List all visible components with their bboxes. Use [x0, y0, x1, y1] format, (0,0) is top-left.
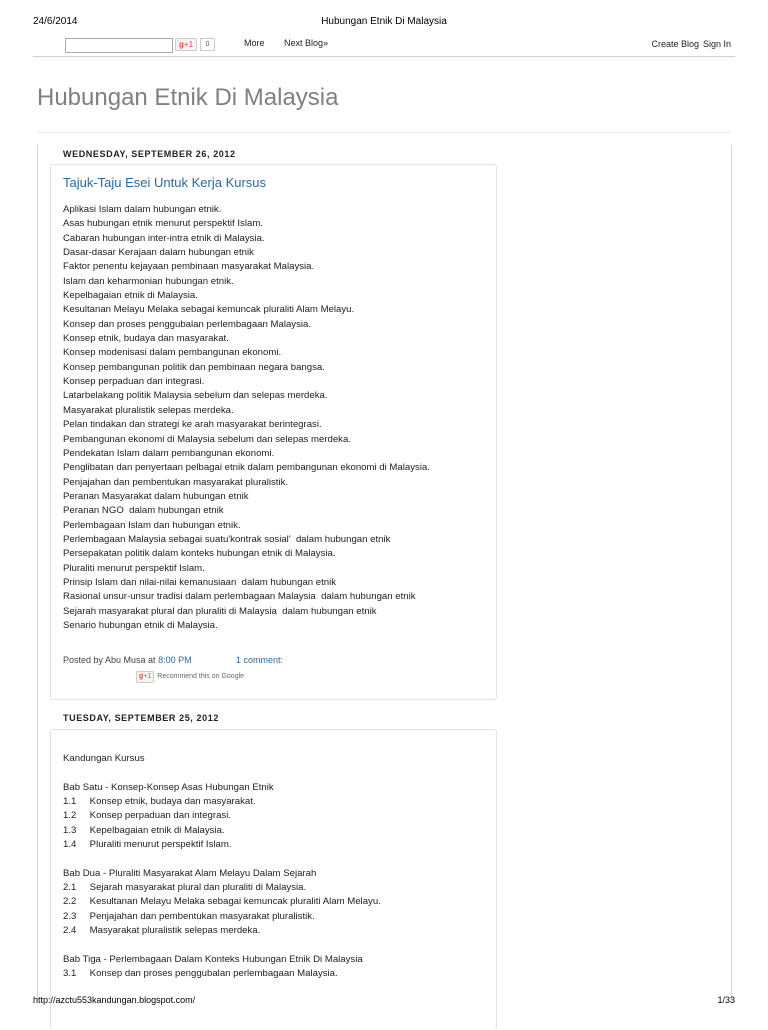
post	[50, 164, 497, 700]
print-url: http://azctu553kandungan.blogspot.com/	[33, 995, 196, 1005]
post-footer	[63, 655, 284, 665]
post-date-header: WEDNESDAY, SEPTEMBER 26, 2012	[63, 149, 236, 159]
google-plus-one-label: +1	[143, 673, 152, 680]
more-link[interactable]: More	[244, 38, 265, 48]
post-body-line: Konsep etnik, budaya dan masyarakat.	[63, 333, 229, 345]
post-body-line: Pelan tindakan dan strategi ke arah masyarakat berintegrasi.	[63, 419, 322, 431]
google-plus-icon: g	[179, 40, 184, 49]
post-body-line: Bab Dua - Pluraliti Masyarakat Alam Melayu Dalam Sejarah	[63, 867, 317, 879]
post-body-line: 1.1 Konsep etnik, budaya dan masyarakat.	[63, 796, 256, 808]
post-body-line: Pendekatan Islam dalam pembangunan ekonomi.	[63, 447, 275, 459]
header-divider	[37, 132, 731, 133]
google-plus-icon: g	[139, 673, 144, 680]
post-body	[63, 203, 430, 633]
post-body-line: Cabaran hubungan inter-intra etnik di Malaysia.	[63, 232, 265, 244]
post-body-line: Konsep modenisasi dalam pembangunan ekonomi.	[63, 347, 282, 359]
recommend-google-plus[interactable]	[136, 671, 244, 683]
post-body-line	[63, 938, 381, 952]
column-border-right	[731, 145, 732, 1000]
post-body-line: Peranan NGO dalam hubungan etnik	[63, 505, 224, 517]
column-border-left	[37, 145, 38, 1000]
post-body-line: 2.1 Sejarah masyarakat plural dan pluraliti di Malaysia.	[63, 882, 307, 894]
post-body-line: Penglibatan dan penyertaan pelbagai etnik dalam pembangunan ekonomi di Malaysia.	[63, 462, 430, 474]
post-body-line: 2.3 Penjajahan dan pembentukan masyarakat pluralistik.	[63, 910, 315, 922]
post-body-line: Kesultanan Melayu Melaka sebagai kemuncak pluraliti Alam Melayu.	[63, 304, 355, 316]
post-body-line: 1.4 Pluraliti menurut perspektif Islam.	[63, 839, 232, 851]
posted-by: Posted by Abu Musa at	[63, 655, 159, 665]
sign-in-link[interactable]: Sign In	[702, 39, 731, 49]
print-header	[33, 16, 735, 30]
post-body-line: Kepelbagaian etnik di Malaysia.	[63, 290, 198, 302]
post-body-line: Bab Tiga - Perlembagaan Dalam Konteks Hubungan Etnik Di Malaysia	[63, 953, 363, 965]
post-body-line: Konsep pembangunan politik dan pembinaan negara bangsa.	[63, 361, 325, 373]
post-body-line: Sejarah masyarakat plural dan pluraliti di Malaysia dalam hubungan etnik	[63, 605, 377, 617]
post-timestamp-link[interactable]: 8:00 PM	[158, 655, 192, 665]
post-body-line: Latarbelakang politik Malaysia sebelum dan selepas merdeka.	[63, 390, 328, 402]
post-title[interactable]: Tajuk-Taju Esei Untuk Kerja Kursus	[63, 175, 267, 190]
next-blog-link[interactable]: Next Blog»	[284, 38, 329, 48]
google-plus-one-button[interactable]	[136, 671, 154, 683]
blogger-navbar	[33, 36, 735, 57]
post-body-line: Pluraliti menurut perspektif Islam.	[63, 562, 205, 574]
post-body-line: Aplikasi Islam dalam hubungan etnik.	[63, 204, 222, 215]
post-body-line: Perlembagaan Malaysia sebagai suatu'kontrak sosial' dalam hubungan etnik	[63, 533, 391, 545]
print-page-title: Hubungan Etnik Di Malaysia	[321, 16, 447, 27]
post-date-header: TUESDAY, SEPTEMBER 25, 2012	[63, 713, 219, 723]
post-body-line: 1.2 Konsep perpaduan dan integrasi.	[63, 810, 232, 822]
post-body-line: Faktor penentu kejayaan pembinaan masyarakat Malaysia.	[63, 261, 315, 273]
post-body-line: Pembangunan ekonomi di Malaysia sebelum dan selepas merdeka.	[63, 433, 351, 445]
comments-link[interactable]: 1 comment:	[236, 655, 284, 665]
google-plus-button[interactable]	[175, 38, 197, 51]
post-body-line: Peranan Masyarakat dalam hubungan etnik	[63, 490, 249, 502]
post-body-line: Perlembagaan Islam dan hubungan etnik.	[63, 519, 241, 531]
post-body-line: Konsep dan proses penggubalan perlembagaan Malaysia.	[63, 318, 312, 330]
post-body-line: Prinsip Islam dan nilai-nilai kemanusiaan dalam hubungan etnik	[63, 576, 337, 588]
post-body-line: 3.1 Konsep dan proses penggubalan perlembagaan Malaysia.	[63, 968, 338, 980]
recommend-label: Recommend this on Google	[157, 673, 245, 680]
post-body-line: Bab Satu - Konsep-Konsep Asas Hubungan Etnik	[63, 781, 274, 793]
post-body-line: Asas hubungan etnik menurut perspektif Islam.	[63, 218, 263, 230]
post-body	[63, 752, 381, 982]
post	[50, 729, 497, 1030]
post-body-line: Senario hubungan etnik di Malaysia.	[63, 619, 218, 631]
print-page-number: 1/33	[717, 995, 735, 1005]
post-body-line: Persepakatan politik dalam konteks hubungan etnik di Malaysia.	[63, 548, 336, 560]
post-body-line: Kandungan Kursus	[63, 753, 145, 764]
post-body-line: Penjajahan dan pembentukan masyarakat pluralistik.	[63, 476, 289, 488]
post-body-line: Dasar-dasar Kerajaan dalam hubungan etnik	[63, 247, 254, 259]
blog-title[interactable]: Hubungan Etnik Di Malaysia	[37, 84, 339, 111]
print-date: 24/6/2014	[33, 16, 78, 27]
google-plus-count: 0	[200, 38, 215, 51]
post-body-line: 2.4 Masyarakat pluralistik selepas merdeka.	[63, 925, 261, 937]
post-body-line: Konsep perpaduan dan integrasi.	[63, 376, 205, 388]
post-body-line: Rasional unsur-unsur tradisi dalam perlembagaan Malaysia dalam hubungan etnik	[63, 591, 416, 603]
post-body-line: Masyarakat pluralistik selepas merdeka.	[63, 404, 234, 416]
post-body-line	[63, 852, 381, 866]
google-plus-label: +1	[183, 40, 194, 49]
post-body-line: 2.2 Kesultanan Melayu Melaka sebagai kemuncak pluraliti Alam Melayu.	[63, 896, 381, 908]
search-input[interactable]	[65, 38, 173, 53]
create-blog-link[interactable]: Create Blog	[651, 39, 699, 49]
post-body-line	[63, 766, 381, 780]
post-body-line: 1.3 Kepelbagaian etnik di Malaysia.	[63, 824, 225, 836]
post-body-line: Islam dan keharmonian hubungan etnik.	[63, 275, 234, 287]
